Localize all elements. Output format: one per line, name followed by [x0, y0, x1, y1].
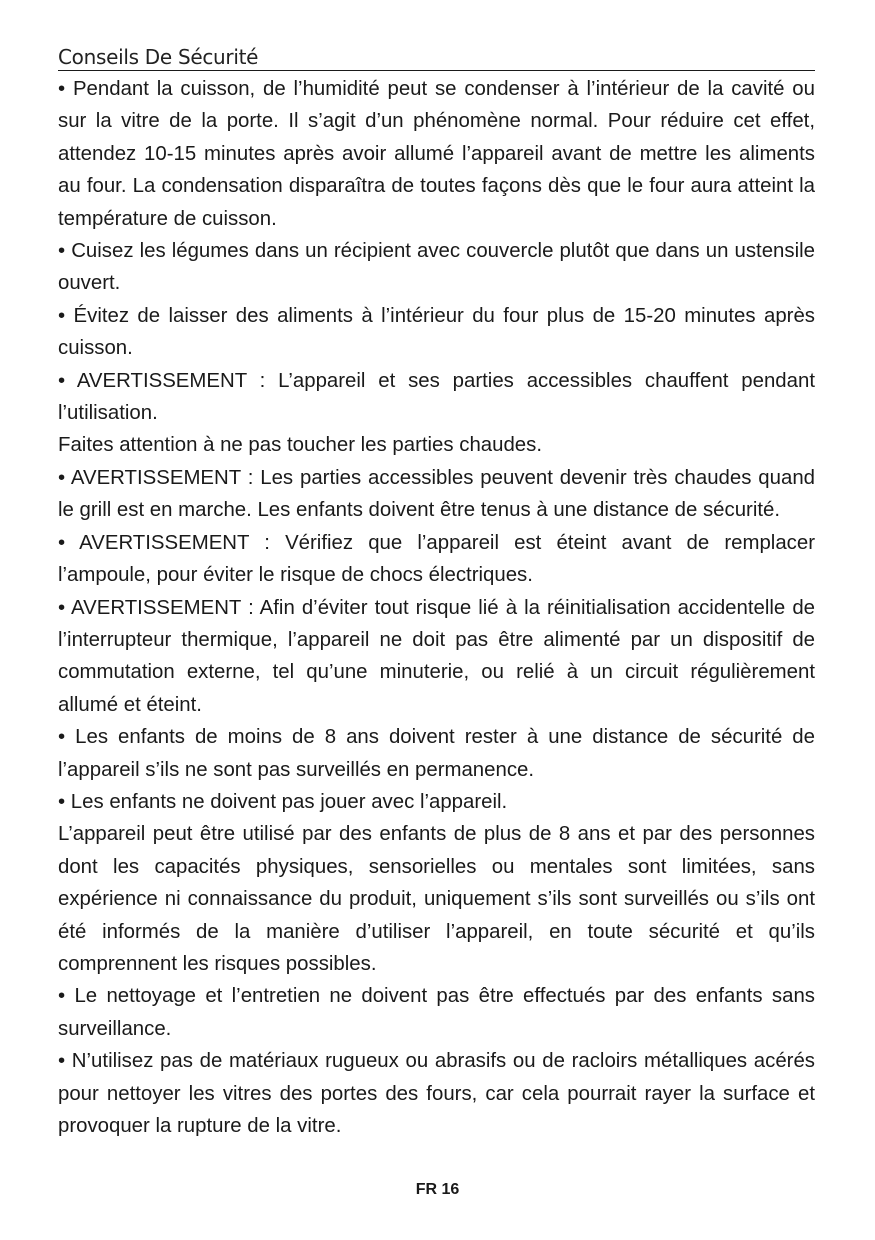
document-page [58, 44, 815, 1142]
paragraph-children-play: • Les enfants ne doivent pas jouer avec l’appareil. [58, 790, 508, 813]
paragraph-leave-food: • Évitez de laisser des aliments à l’intérieur du four plus de 15-20 minutes après cuisson. [58, 304, 815, 360]
paragraph-condensation: • Pendant la cuisson, de l’humidité peut se condenser à l’intérieur de la cavité ou sur la vitre de la porte. Il s’agit d’un phénomène normal. Pour réduire cet effet, attendez 10-15 minutes après avoir allumé l’appareil avant de mettre les aliments au four. La condensation disparaîtra de toutes façons dès que le four aura atteint la température de cuisson. [58, 78, 815, 230]
paragraph-children-distance: • Les enfants de moins de 8 ans doivent rester à une distance de sécurité de l’appareil s’ils ne sont pas surveillés en permanence. [58, 726, 815, 781]
paragraph-abrasive: • N’utilisez pas de matériaux rugueux ou abrasifs ou de racloirs métalliques acérés pour nettoyer les vitres des portes des fours, car cela pourrait rayer la surface et provoquer la rupture de la vitre. [58, 1050, 815, 1137]
paragraph-warning-thermal: • AVERTISSEMENT : Afin d’éviter tout risque lié à la réinitialisation accidentelle de l’interrupteur thermique, l’appareil ne doit pas être alimenté par un dispositif de commutation externe, tel qu’une minuterie, ou relié à un circuit régulièrement allumé et éteint. [58, 596, 815, 716]
safety-text [58, 73, 815, 1142]
paragraph-vegetables: • Cuisez les légumes dans un récipient avec couvercle plutôt que dans un ustensile ouvert. [58, 240, 815, 295]
paragraph-warning-hot: • AVERTISSEMENT : L’appareil et ses parties accessibles chauffent pendant l’utilisation. [58, 369, 815, 425]
paragraph-hot-parts: Faites attention à ne pas toucher les parties chaudes. [58, 434, 543, 457]
paragraph-usage-by-children: L’appareil peut être utilisé par des enfants de plus de 8 ans et par des personnes dont les capacités physiques, sensorielles ou mentales sont limitées, sans expérience ni connaissance du produit, uniquement s’ils sont surveillés ou s’ils ont été informés de la manière d’utiliser l’appareil, en toute sécurité et qu’ils comprennent les risques possibles. [58, 823, 815, 975]
section-title: Conseils De Sécurité [58, 44, 815, 71]
paragraph-cleaning: • Le nettoyage et l’entretien ne doivent pas être effectués par des enfants sans surveillance. [58, 985, 815, 1040]
paragraph-warning-grill: • AVERTISSEMENT : Les parties accessibles peuvent devenir très chaudes quand le grill est en marche. Les enfants doivent être tenus à une distance de sécurité. [58, 466, 815, 522]
page-number: FR 16 [415, 1181, 460, 1198]
paragraph-warning-bulb: • AVERTISSEMENT : Vérifiez que l’appareil est éteint avant de remplacer l’ampoule, pour éviter le risque de chocs électriques. [58, 531, 815, 587]
